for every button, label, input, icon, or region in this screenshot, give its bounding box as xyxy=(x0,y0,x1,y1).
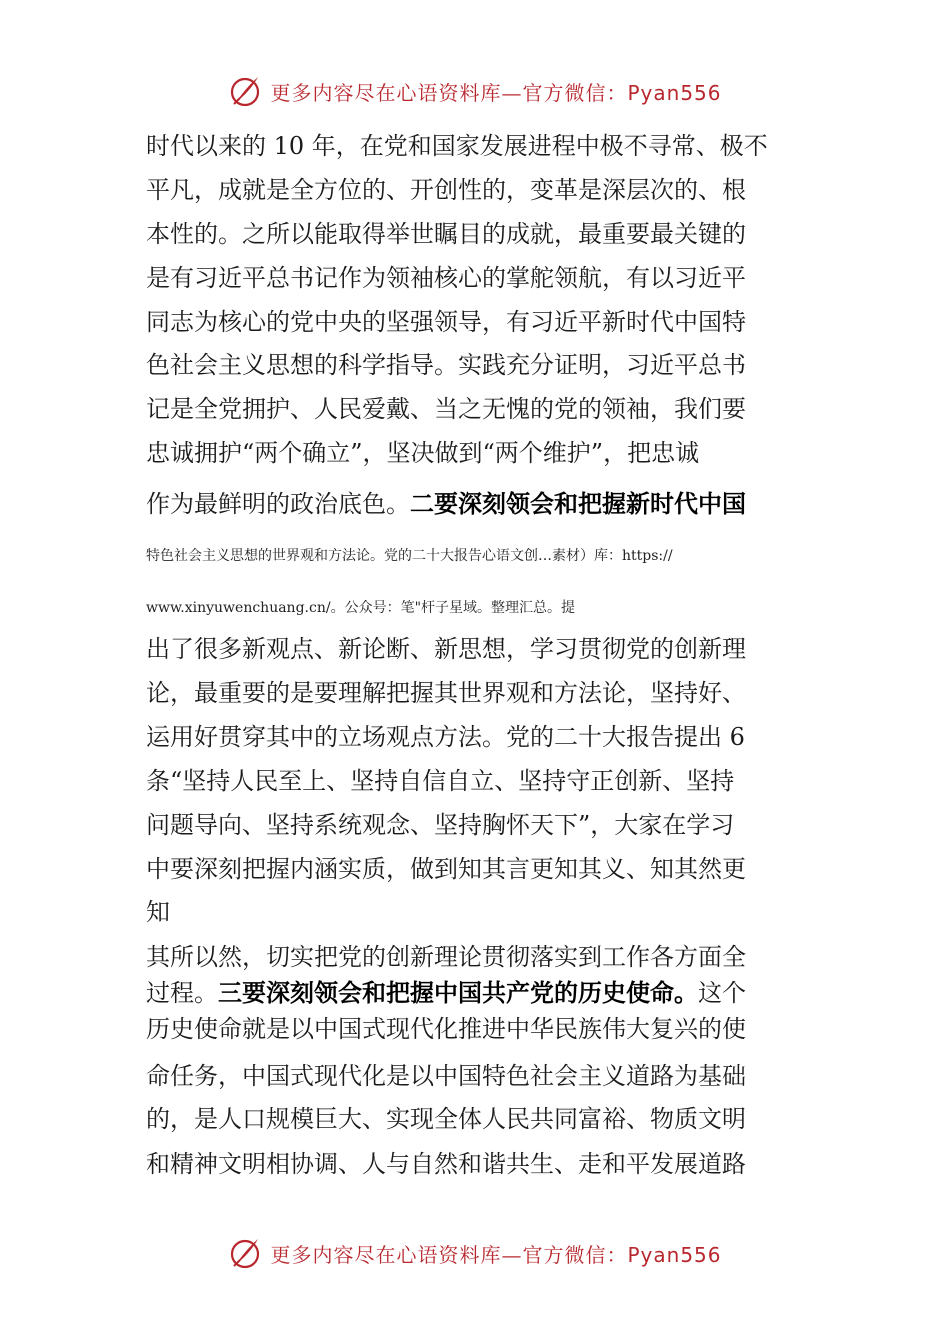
feather-pen-circle-logo-icon xyxy=(228,74,262,108)
text-line: 同志为核心的党中央的坚强领导，有习近平新时代中国特 xyxy=(146,308,746,336)
text-line: 条“坚持人民至上、坚持自信自立、坚持守正创新、坚持 xyxy=(146,767,735,795)
watermark-banner-bottom xyxy=(0,1228,950,1278)
text-line: 平凡，成就是全方位的、开创性的，变革是深层次的、根 xyxy=(146,176,746,204)
text-line: 的，是人口规模巨大、实现全体人民共同富裕、物质文明 xyxy=(146,1105,746,1133)
text-line xyxy=(146,489,746,519)
text-line: 本性的。之所以能取得举世瞩目的成就，最重要最关键的 xyxy=(146,220,746,248)
text-line: 中要深刻把握内涵实质，做到知其言更知其义、知其然更 xyxy=(146,855,746,883)
text-line: 记是全党拥护、人民爱戴、当之无愧的党的领袖，我们要 xyxy=(146,395,746,423)
text-line: 色社会主义思想的科学指导。实践充分证明，习近平总书 xyxy=(146,351,746,379)
text-line: 出了很多新观点、新论断、新思想，学习贯彻党的创新理 xyxy=(146,635,746,663)
feather-pen-circle-logo-icon xyxy=(228,1236,262,1270)
text-line: 和精神文明相协调、人与自然和谐共生、走和平发展道路 xyxy=(146,1150,746,1178)
text-line: 时代以来的 10 年，在党和国家发展进程中极不寻常、极不 xyxy=(146,132,768,160)
watermark-banner-top xyxy=(0,66,950,116)
text-line: 其所以然，切实把党的创新理论贯彻落实到工作各方面全 xyxy=(146,943,746,971)
text-line: 问题导向、坚持系统观念、坚持胸怀天下”，大家在学习 xyxy=(146,811,735,839)
watermark-text: 更多内容尽在心语资料库—官方微信：Pyan556 xyxy=(270,1242,722,1267)
text-segment: 作为最鲜明的政治底色。 xyxy=(146,490,410,518)
source-note-line: www.xinyuwenchuang.cn/。公众号：笔"杆子星域。整理汇总。提 xyxy=(146,600,576,616)
text-line: 是有习近平总书记作为领袖核心的掌舵领航，有以习近平 xyxy=(146,264,746,292)
source-note-line: 特色社会主义思想的世界观和方法论。党的二十大报告心语文创…素材）库：https:// xyxy=(146,548,673,564)
text-line: 历史使命就是以中国式现代化推进中华民族伟大复兴的使 xyxy=(146,1015,746,1043)
text-segment: 这个 xyxy=(698,979,746,1007)
text-line: 命任务，中国式现代化是以中国特色社会主义道路为基础 xyxy=(146,1062,746,1090)
text-line: 论，最重要的是要理解把握其世界观和方法论，坚持好、 xyxy=(146,679,746,707)
text-segment: 过程。 xyxy=(146,979,218,1007)
text-line xyxy=(146,978,746,1008)
text-line: 忠诚拥护“两个确立”，坚决做到“两个维护”，把忠诚 xyxy=(146,439,700,467)
text-line: 运用好贯穿其中的立场观点方法。党的二十大报告提出 6 xyxy=(146,723,745,751)
watermark-text: 更多内容尽在心语资料库—官方微信：Pyan556 xyxy=(270,80,722,105)
bold-heading-three: 三要深刻领会和把握中国共产党的历史使命。 xyxy=(218,979,698,1007)
bold-heading-two: 二要深刻领会和把握新时代中国 xyxy=(410,490,746,518)
text-line: 知 xyxy=(146,898,170,926)
